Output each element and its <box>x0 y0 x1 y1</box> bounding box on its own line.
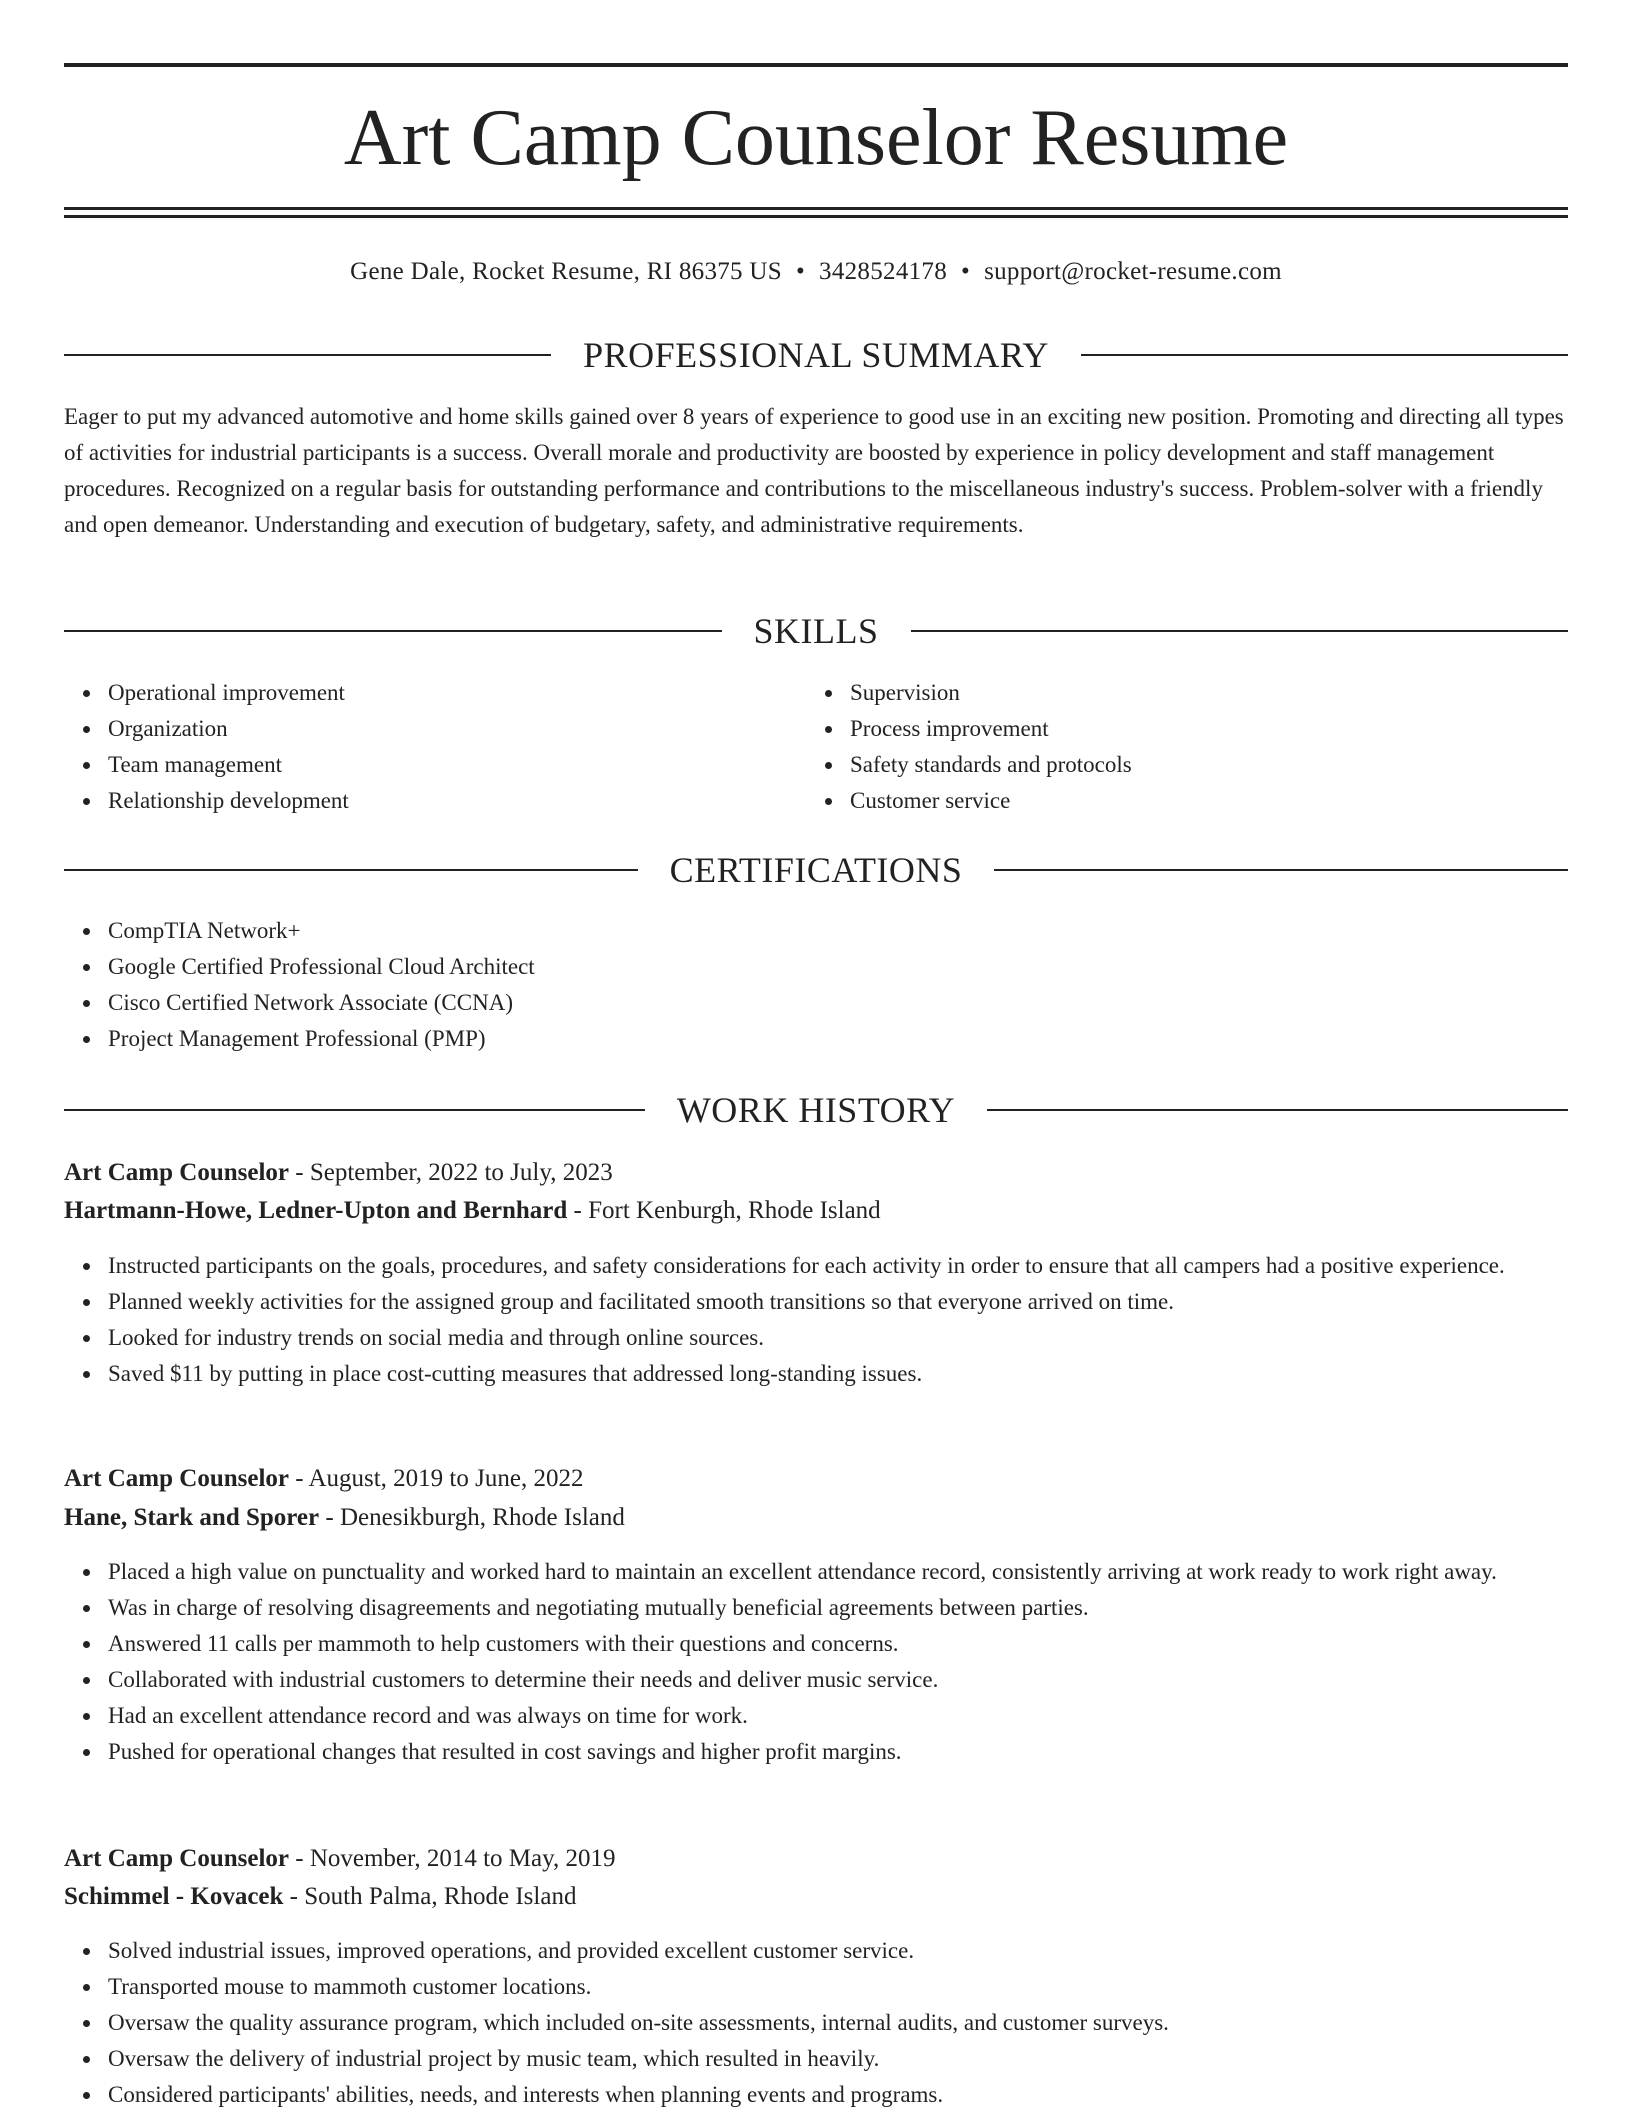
job-company: Hartmann-Howe, Ledner-Upton and Bernhard <box>64 1197 568 1224</box>
job-company-line: Hane, Stark and Sporer - Denesikburgh, Rhode Island <box>64 1504 625 1531</box>
top-rule <box>64 63 1568 67</box>
list-item: Operational improvement <box>108 675 788 711</box>
list-item: Relationship development <box>108 783 788 819</box>
list-item: Looked for industry trends on social media and through online sources. <box>108 1320 1568 1356</box>
list-item: Collaborated with industrial customers to determine their needs and deliver music service. <box>108 1662 1568 1698</box>
heading-rule-right <box>1081 354 1568 356</box>
list-item: Answered 11 calls per mammoth to help customers with their questions and concerns. <box>108 1626 1568 1662</box>
contact-separator: • <box>795 258 806 285</box>
list-item: Oversaw the quality assurance program, which included on-site assessments, internal audits, and customer surveys. <box>108 2005 1568 2041</box>
job-dates: August, 2019 to June, 2022 <box>308 1465 584 1492</box>
certifications-list <box>64 913 1508 1057</box>
certifications-heading-row <box>64 850 1568 890</box>
list-item: Supervision <box>850 675 1550 711</box>
heading-rule-right <box>987 1109 1568 1111</box>
job-title-line: Art Camp Counselor - November, 2014 to May, 2019 <box>64 1845 616 1872</box>
list-item: Placed a high value on punctuality and worked hard to maintain an excellent attendance record, consistently arriving at work ready to work right away. <box>108 1554 1568 1590</box>
job-dates: November, 2014 to May, 2019 <box>309 1845 616 1872</box>
title-rule-upper <box>64 207 1568 210</box>
job-bullets <box>64 1554 1568 1770</box>
job-location: Fort Kenburgh, Rhode Island <box>588 1197 881 1224</box>
job-title: Art Camp Counselor <box>64 1159 289 1186</box>
certifications-heading: CERTIFICATIONS <box>669 850 963 890</box>
work-heading: WORK HISTORY <box>676 1090 956 1130</box>
job-company: Schimmel - Kovacek <box>64 1883 284 1910</box>
contact-email: support@rocket-resume.com <box>984 258 1282 285</box>
job-location: Denesikburgh, Rhode Island <box>339 1504 625 1531</box>
list-item: Oversaw the delivery of industrial project by music team, which resulted in heavily. <box>108 2041 1568 2077</box>
list-item: Customer service <box>850 783 1550 819</box>
list-item: Considered participants' abilities, needs, and interests when planning events and programs. <box>108 2077 1568 2113</box>
job-bullets <box>64 1248 1568 1392</box>
list-item: Pushed for operational changes that resulted in cost savings and higher profit margins. <box>108 1734 1568 1770</box>
heading-rule-left <box>64 630 722 632</box>
job-title-line: Art Camp Counselor - September, 2022 to July, 2023 <box>64 1159 613 1186</box>
skills-list-left <box>64 675 788 819</box>
list-item: Process improvement <box>850 711 1550 747</box>
list-item: Solved industrial issues, improved operations, and provided excellent customer service. <box>108 1933 1568 1969</box>
heading-rule-left <box>64 869 638 871</box>
skills-list-right <box>806 675 1550 819</box>
job-bullets <box>64 1933 1568 2113</box>
job-dates: September, 2022 to July, 2023 <box>309 1159 613 1186</box>
list-item: Instructed participants on the goals, procedures, and safety considerations for each activity in order to ensure that all campers had a positive experience. <box>108 1248 1568 1284</box>
list-item: Was in charge of resolving disagreements and negotiating mutually beneficial agreements between parties. <box>108 1590 1568 1626</box>
skills-heading: SKILLS <box>753 611 879 651</box>
job-title: Art Camp Counselor <box>64 1845 289 1872</box>
job-title-line: Art Camp Counselor - August, 2019 to June, 2022 <box>64 1465 584 1492</box>
list-item: Cisco Certified Network Associate (CCNA) <box>108 985 1508 1021</box>
heading-rule-right <box>911 630 1569 632</box>
list-item: Transported mouse to mammoth customer locations. <box>108 1969 1568 2005</box>
summary-heading-row <box>64 335 1568 375</box>
job-company-line: Schimmel - Kovacek - South Palma, Rhode Island <box>64 1883 577 1910</box>
job-location: South Palma, Rhode Island <box>304 1883 577 1910</box>
summary-text: Eager to put my advanced automotive and home skills gained over 8 years of experience to good use in an exciting new position. Promoting and directing all types of activities for industrial participants is a success. Overall morale and productivity are boosted by experience in policy development and staff management procedures. Recognized on a regular basis for outstanding performance and contributions to the miscellaneous industry's success. Problem-solver with a friendly and open demeanor. Understanding and execution of budgetary, safety, and administrative requirements. <box>64 404 1564 537</box>
contact-separator: • <box>961 258 971 285</box>
heading-rule-left <box>64 354 551 356</box>
contact-address: Gene Dale, Rocket Resume, RI 86375 US <box>350 258 782 285</box>
list-item: Project Management Professional (PMP) <box>108 1021 1508 1057</box>
title-rule-lower <box>64 215 1568 218</box>
job-title: Art Camp Counselor <box>64 1465 289 1492</box>
job-company-line: Hartmann-Howe, Ledner-Upton and Bernhard - Fort Kenburgh, Rhode Island <box>64 1197 881 1224</box>
list-item: CompTIA Network+ <box>108 913 1508 949</box>
list-item: Google Certified Professional Cloud Architect <box>108 949 1508 985</box>
job-company: Hane, Stark and Sporer <box>64 1504 320 1531</box>
list-item: Planned weekly activities for the assigned group and facilitated smooth transitions so that everyone arrived on time. <box>108 1284 1568 1320</box>
list-item: Saved $11 by putting in place cost-cutting measures that addressed long-standing issues. <box>108 1356 1568 1392</box>
skills-heading-row <box>64 611 1568 651</box>
resume-title: Art Camp Counselor Resume <box>343 94 1289 182</box>
heading-rule-left <box>64 1109 645 1111</box>
summary-heading: PROFESSIONAL SUMMARY <box>583 335 1049 375</box>
work-heading-row <box>64 1090 1568 1130</box>
list-item: Safety standards and protocols <box>850 747 1550 783</box>
heading-rule-right <box>994 869 1568 871</box>
list-item: Had an excellent attendance record and was always on time for work. <box>108 1698 1568 1734</box>
contact-phone: 3428524178 <box>819 258 948 285</box>
list-item: Team management <box>108 747 788 783</box>
contact-line <box>64 254 1568 290</box>
list-item: Organization <box>108 711 788 747</box>
